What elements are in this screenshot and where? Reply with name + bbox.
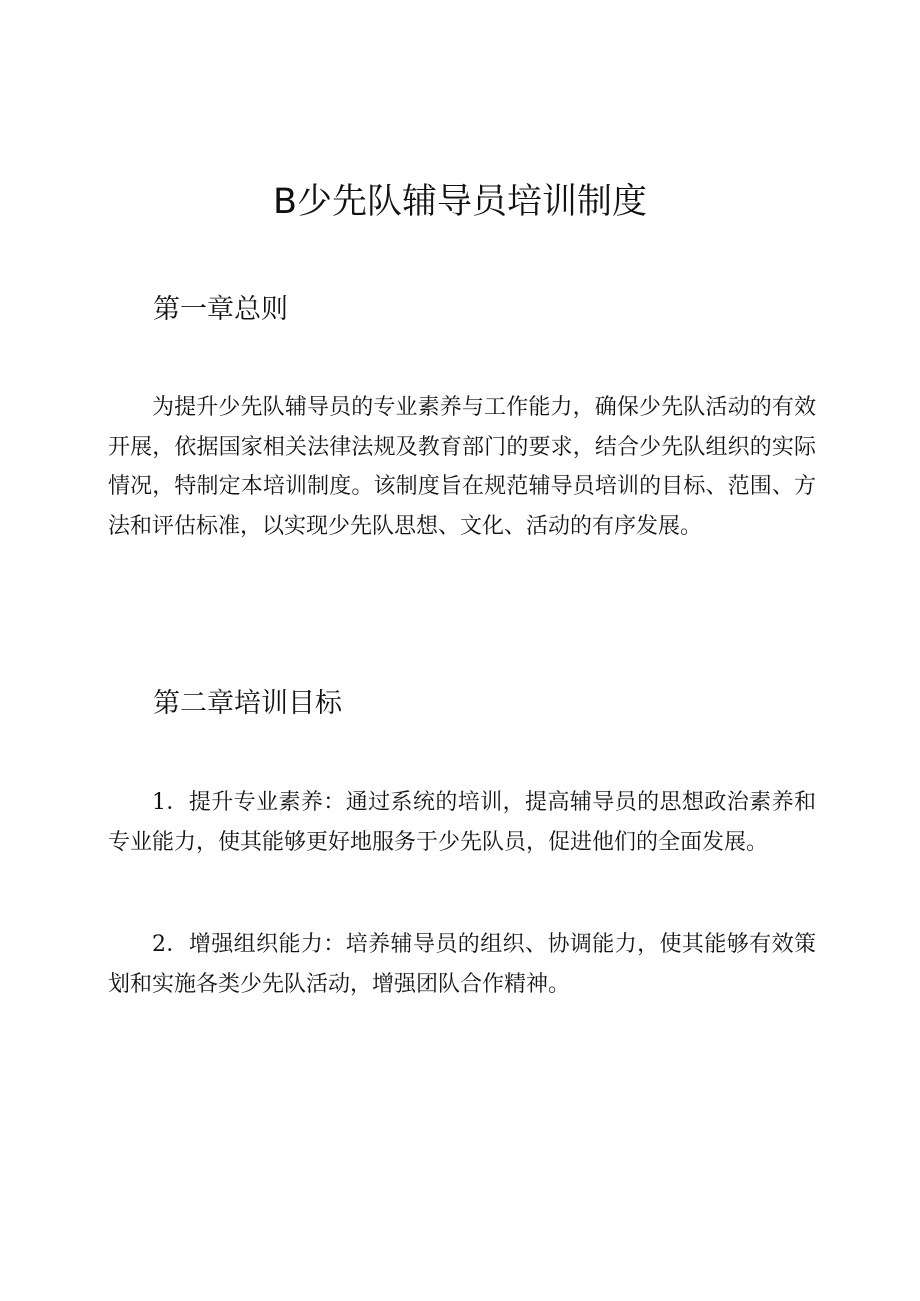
chapter-paragraph-general: 为提升少先队辅导员的专业素养与工作能力，确保少先队活动的有效开展，依据国家相关法律法规及教育部门的要求，结合少先队组织的实际情况，特制定本培训制度。该制度旨在规范辅导员培训的目标、范围、方法和评估标准，以实现少先队思想、文化、活动的有序发展。 — [108, 395, 816, 539]
chapter-heading-training-goals: 第二章培训目标 — [153, 688, 342, 719]
chapter-heading-general: 第一章总则 — [153, 294, 288, 325]
document-title: B少先队辅导员培训制度 — [272, 182, 647, 222]
goal-item-organization: 2．增强组织能力：培养辅导员的组织、协调能力，使其能够有效策划和实施各类少先队活动，增强团队合作精神。 — [108, 932, 816, 997]
goal-item-professional: 1．提升专业素养：通过系统的培训，提高辅导员的思想政治素养和专业能力，使其能够更好地服务于少先队员，促进他们的全面发展。 — [108, 790, 816, 855]
